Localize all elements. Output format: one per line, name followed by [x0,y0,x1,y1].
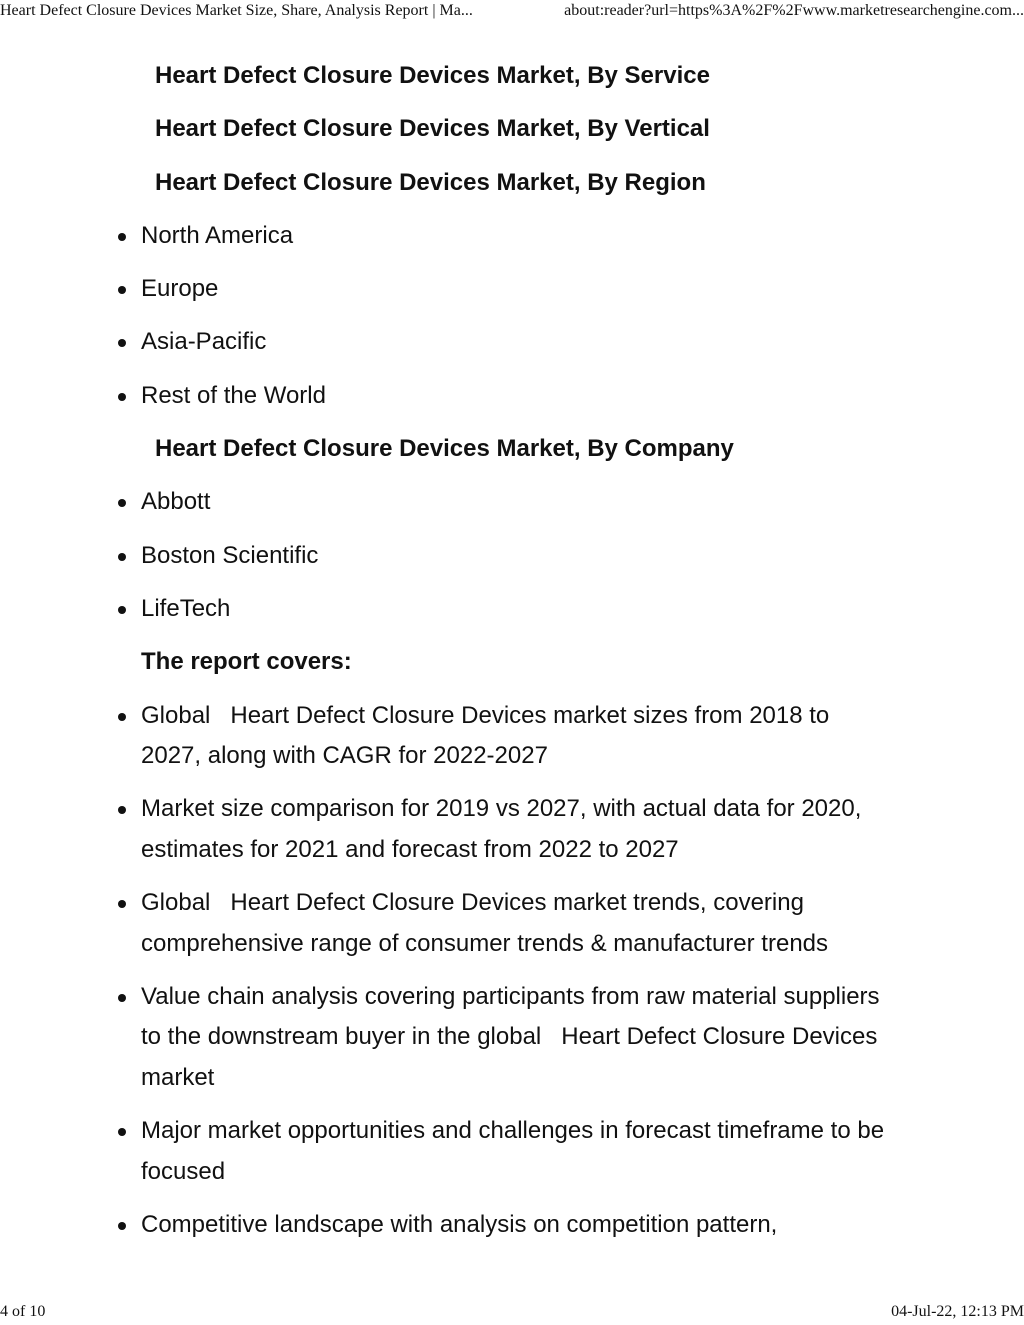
list-item-text: Competitive landscape with analysis on competition pattern, [141,1211,778,1239]
list-item-text: Rest of the World [141,381,326,409]
list-item-text: Global Heart Defect Closure Devices market sizes from 2018 to 2027, along with CAGR for 2022-2027 [141,701,836,770]
page-url: about:reader?url=https%3A%2F%2Fwww.marketresearchengine.com... [564,2,1024,19]
company-list [0,482,1024,629]
list-item [0,977,891,1099]
bullet-icon [118,900,126,908]
list-item [0,789,891,870]
heading-report-covers: The report covers: [141,648,352,676]
list-item [0,482,891,523]
bullet-icon [118,713,126,721]
bullet-icon [118,393,126,401]
bullet-icon [118,1222,126,1230]
print-header [0,0,1024,24]
bullet-icon [118,339,126,347]
print-footer [0,1301,1024,1325]
list-item-text: LifeTech [141,594,231,622]
list-item [0,1111,891,1192]
list-item-text: Global Heart Defect Closure Devices market trends, covering comprehensive range of consumer trends & manufacturer trends [141,889,829,957]
list-item [0,696,891,777]
bullet-icon [118,286,126,294]
bullet-icon [118,606,126,614]
list-item-text: Abbott [141,488,211,516]
list-item-text: Major market opportunities and challenges in forecast timeframe to be focused [141,1117,891,1185]
heading-by-company: Heart Defect Closure Devices Market, By Company [155,435,734,463]
list-item [0,376,891,417]
list-item [0,216,891,257]
list-item-text: Value chain analysis covering participants from raw material suppliers to the downstream buyer in the global Heart Defect Closure Devices market [141,982,887,1091]
list-item-text: Asia-Pacific [141,328,267,356]
page-title: Heart Defect Closure Devices Market Size, Share, Analysis Report | Ma... [0,2,473,19]
list-item-text: Europe [141,275,219,303]
bullet-icon [118,233,126,241]
list-item [0,536,891,577]
list-item [0,589,891,630]
list-item [0,1205,891,1246]
heading-by-service: Heart Defect Closure Devices Market, By Service [155,62,710,89]
bullet-icon [118,994,126,1002]
region-list [0,216,1024,416]
page-number: 4 of 10 [0,1303,46,1320]
bullet-icon [118,1128,126,1136]
article-content [0,56,1024,1258]
print-datetime: 04-Jul-22, 12:13 PM [891,1303,1024,1320]
list-item [0,322,891,363]
covers-list [0,696,1024,1246]
list-item-text: North America [141,221,294,249]
bullet-icon [118,553,126,561]
list-item-text: Boston Scientific [141,541,319,569]
heading-by-vertical: Heart Defect Closure Devices Market, By Vertical [155,115,710,143]
bullet-icon [118,499,126,507]
list-item [0,883,891,964]
list-item-text: Market size comparison for 2019 vs 2027, with actual data for 2020, estimates for 2021 and forecast from 2022 to 2027 [141,795,869,863]
heading-by-region: Heart Defect Closure Devices Market, By Region [155,168,706,196]
list-item [0,269,891,310]
bullet-icon [118,806,126,814]
